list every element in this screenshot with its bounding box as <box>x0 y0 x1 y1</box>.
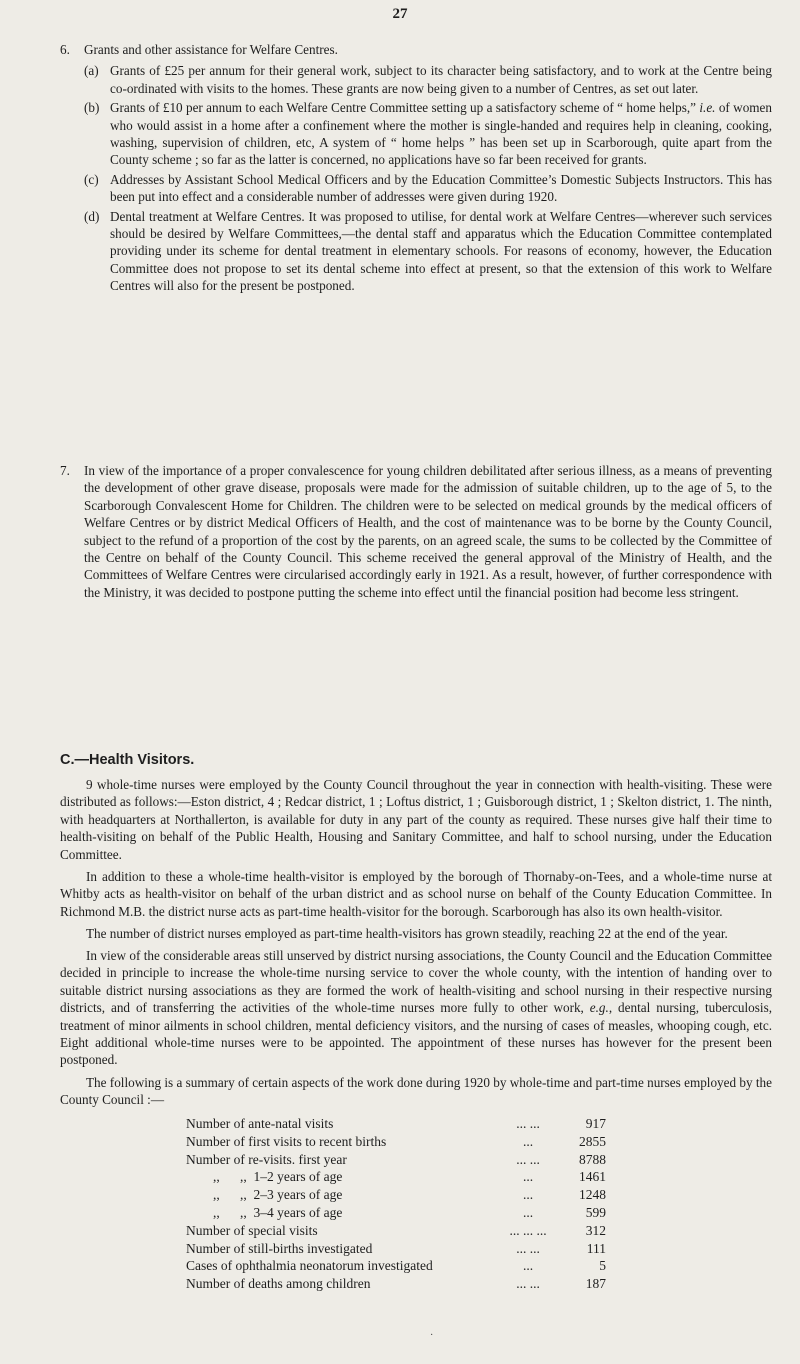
stat-row <box>186 1186 606 1204</box>
stat-row <box>186 1133 606 1151</box>
item-title: Grants and other assistance for Welfare Centres. <box>84 42 338 57</box>
stat-label: Number of first visits to recent births <box>186 1133 387 1149</box>
stat-leader: ... ... ... <box>509 1222 547 1238</box>
stat-label: ,, ,, 1–2 years of age <box>186 1169 343 1185</box>
stat-label: Cases of ophthalmia neonatorum investigated <box>186 1258 433 1274</box>
stat-label: ,, ,, 3–4 years of age <box>186 1204 343 1220</box>
stat-value: 2855 <box>579 1133 606 1149</box>
stat-row <box>186 1257 606 1275</box>
paragraph: 9 whole-time nurses were employed by the County Council throughout the year in connection with health-visiting. These were distributed as follows:—Eston district, 4 ; Redcar district, 1 ; Loftus district, 1 ; Guisborough district, 1 ; Skelton district, 1. The ninth, with headquarters at Northallerton, is available for duty in any part of the county as required. These nurses give half their time to health-visiting on behalf of the Public Health, Housing and Sanitary Committee, and half to school nursing, under the Education Committee. <box>60 777 772 862</box>
subitem-letter: (d) <box>84 208 100 224</box>
stat-label: ,, ,, 2–3 years of age <box>186 1187 343 1203</box>
print-speck: · <box>430 1330 434 1341</box>
stat-row <box>186 1151 606 1169</box>
stat-value: 111 <box>586 1240 606 1256</box>
statistics-list <box>186 1115 606 1293</box>
section-heading: C.—Health Visitors. <box>60 752 195 768</box>
stat-leader: ... <box>522 1258 534 1274</box>
stat-row <box>186 1115 606 1133</box>
stat-row <box>186 1204 606 1222</box>
item-7 <box>60 462 772 601</box>
item-6 <box>60 41 772 297</box>
subitem-text: Grants of £25 per annum for their general work, subject to its character being satisfactory, and to work at the Centre being co-ordinated with visits to the homes. These grants are now being given to a number of Centres, as set out later. <box>110 63 772 96</box>
subitem-d <box>84 208 772 295</box>
stat-label: Number of ante-natal visits <box>186 1116 334 1131</box>
stat-leader: ... ... <box>516 1151 540 1167</box>
paragraph: In view of the considerable areas still unserved by district nursing associations, the County Council and the Education Committee decided in principle to increase the whole-time nursing service to cover the whole county, with the intention of handing over to suitable district nursing associations as they are formed the work of health-visiting and school nursing in their respective nursing districts, and of transferring the activities of the whole-time nurses more fully to other work, e.g., dental nursing, tuberculosis, treatment of minor ailments in school children, mental deficiency visitors, and the nursing of cases of measles, whooping cough, etc. Eight additional whole-time nurses were to be appointed. The appointment of these nurses has however for the present been postponed. <box>60 948 773 1068</box>
subitem-c <box>84 171 772 206</box>
stat-value: 1461 <box>579 1169 606 1185</box>
stat-row <box>186 1168 606 1186</box>
subitem-text: Grants of £10 per annum to each Welfare Centre Committee setting up a satisfactory scheme of “ home helps,” i.e. of women who would assist in a home after a confinement where the mother is single-handed and requires help in cleaning, cooking, washing, supervision of children, etc, A system of “ home helps ” has been set up in Scarborough, quite apart from the County scheme ; so far as the latter is concerned, no applications have so far been received for grants. <box>110 100 772 168</box>
stat-leader: ... <box>522 1169 534 1185</box>
subitem-letter: (c) <box>84 171 99 187</box>
stat-leader: ... ... <box>516 1276 540 1292</box>
stat-value: 917 <box>585 1116 606 1131</box>
stat-leader: ... ... <box>516 1240 540 1256</box>
stat-value: 599 <box>585 1204 606 1220</box>
stat-leader: ... <box>522 1133 534 1149</box>
stat-label: Number of special visits <box>186 1222 318 1238</box>
paragraph: In addition to these a whole-time health-visitor is employed by the borough of Thornaby-on-Tees, and a whole-time nurse at Whitby acts as health-visitor on behalf of the urban district and as school nurse on behalf of the County Education Committee. In Richmond M.B. the district nurse acts as part-time health-visitor for the borough. Scarborough has also its own health-visitor. <box>60 869 772 919</box>
stat-leader: ... <box>522 1204 534 1220</box>
stat-value: 5 <box>599 1258 606 1274</box>
paragraph: The following is a summary of certain aspects of the work done during 1920 by whole-time and part-time nurses employed by the County Council :— <box>60 1075 772 1108</box>
stat-label: Number of re-visits. first year <box>186 1151 347 1167</box>
stat-value: 187 <box>585 1276 606 1292</box>
item-number: 7. <box>60 463 70 478</box>
stat-leader: ... <box>522 1187 534 1203</box>
stat-value: 1248 <box>579 1187 606 1203</box>
subitem-a <box>84 62 772 97</box>
page-number: 27 <box>392 6 408 22</box>
stat-value: 8788 <box>579 1151 606 1167</box>
subitem-letter: (b) <box>84 100 100 116</box>
stat-label: Number of still-births investigated <box>186 1240 373 1256</box>
stat-row <box>186 1240 606 1258</box>
subitem-letter: (a) <box>84 63 99 79</box>
paragraph: The number of district nurses employed as part-time health-visitors has grown steadily, reaching 22 at the end of the year. <box>86 926 728 941</box>
item-number: 6. <box>60 42 70 57</box>
stat-row <box>186 1275 606 1293</box>
stat-leader: ... ... <box>516 1116 540 1131</box>
subitem-text: Addresses by Assistant School Medical Officers and by the Education Committee’s Domestic Subjects Instructors. This has been put into effect and a considerable number of addresses were given during 1920. <box>110 171 772 205</box>
subitem-text: Dental treatment at Welfare Centres. It was proposed to utilise, for dental work at Welfare Centres—wherever such services should be desired by Welfare Committees,—the dental staff and apparatus which the Education Committee contemplated providing under its scheme for dental treatment in elementary schools. For reasons of economy, however, the Education Committee does not propose to set its dental scheme into effect at present, so that the extension of this work to Welfare Centres will also for the present be postponed. <box>110 208 772 294</box>
item-text: In view of the importance of a proper convalescence for young children debilitated after serious illness, as a means of preventing the development of other grave disease, proposals were made for the admission of suitable children, up to the age of 5, to the Scarborough Convalescent Home for Children. The children were to be selected on medical grounds by the medical officers of Welfare Centres or by district Medical Officers of Health, and the cost of maintenance was to be borne by the County Council, subject to the refund of a proportion of the cost by the parents, on an agreed scale, the sums to be collected by the Committee of the Centre on behalf of the County Council. This scheme received the general approval of the Ministry of Health, and the Committees of Welfare Centres were circularised accordingly early in 1921. As a result, however, of further correspondence with the Ministry, it was decided to postpone putting the scheme into effect until the financial position had become less stringent. <box>84 463 772 600</box>
stat-row <box>186 1222 606 1240</box>
subitem-b <box>84 99 772 169</box>
stat-value: 312 <box>585 1222 606 1238</box>
stat-label: Number of deaths among children <box>186 1276 371 1292</box>
